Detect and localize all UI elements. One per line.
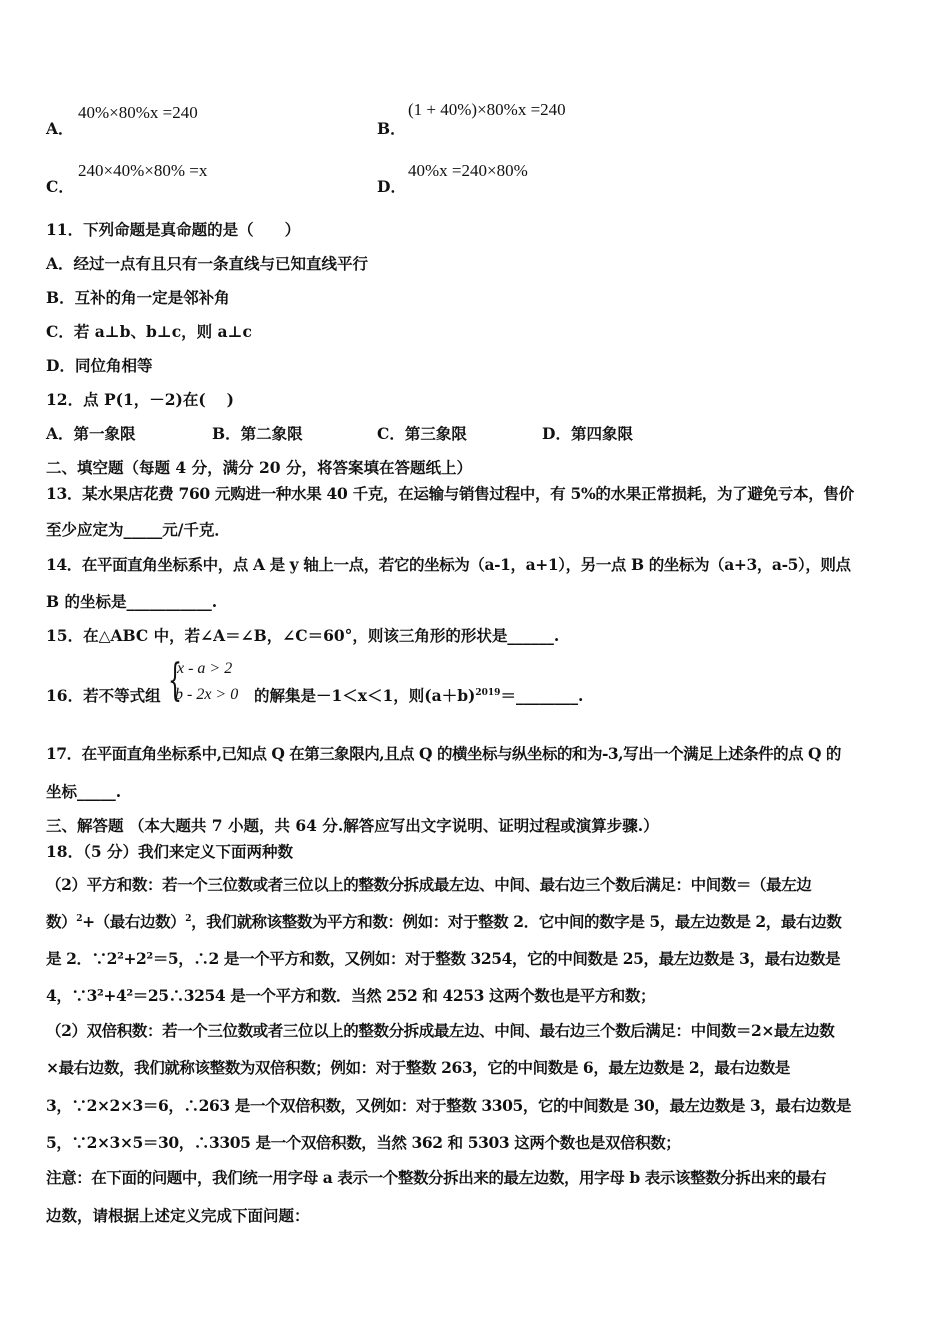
q10-option-d-expression: 40%x =240×80% bbox=[408, 161, 528, 180]
q16-answer-blank: ＝________. bbox=[500, 686, 584, 705]
q16-inequality-2: b - 2x > 0 bbox=[175, 686, 239, 703]
q11-option-a: A．经过一点有且只有一条直线与已知直线平行 bbox=[46, 254, 369, 273]
q18-text-part-b: +（最右边数） bbox=[82, 912, 186, 931]
q14-line-1: 14．在平面直角坐标系中，点 A 是 y 轴上一点，若它的坐标为（a-1，a+1），另一点 B 的坐标为（a+3，a-5），则点 bbox=[46, 555, 851, 574]
q10-option-d-label: D． bbox=[377, 177, 406, 196]
q15-text: 15．在△ABC 中，若∠A＝∠B，∠C＝60°，则该三角形的形状是______. bbox=[46, 626, 560, 645]
q17-line-1: 17．在平面直角坐标系中,已知点 Q 在第三象限内,且点 Q 的横坐标与纵坐标的和为-3,写出一个满足上述条件的点 Q 的 bbox=[46, 744, 841, 763]
q11-stem: 11．下列命题是真命题的是（ ） bbox=[46, 220, 301, 239]
q18-heading: 18．（5 分）我们来定义下面两种数 bbox=[46, 842, 294, 861]
q18-square-sum-line-1: （2）平方和数：若一个三位数或者三位以上的整数分拆成最左边、中间、最右边三个数后满足：中间数＝（最左边 bbox=[46, 875, 812, 894]
q10-option-b-expression: (1 + 40%)×80%x =240 bbox=[408, 100, 566, 119]
q18-square-sum-line-4: 4，∵3²+4²＝25∴3254 是一个平方和数．当然 252 和 4253 这两个数也是平方和数； bbox=[46, 986, 656, 1005]
q16-exponent: 2019 bbox=[475, 687, 501, 698]
q10-option-b-label: B． bbox=[377, 119, 406, 138]
q18-superscript-b: 2 bbox=[185, 913, 192, 924]
q12-option-b: B．第二象限 bbox=[212, 424, 303, 443]
q18-double-product-line-1: （2）双倍积数：若一个三位数或者三位以上的整数分拆成最左边、中间、最右边三个数后满足：中间数＝2×最左边数 bbox=[46, 1021, 835, 1040]
section-2-heading: 二、填空题（每题 4 分，满分 20 分，将答案填在答题纸上） bbox=[46, 458, 472, 477]
q16-suffix bbox=[254, 686, 583, 706]
q11-option-c: C．若 a⊥b、b⊥c，则 a⊥c bbox=[46, 322, 252, 341]
q11-option-b: B．互补的角一定是邻补角 bbox=[46, 288, 230, 307]
q18-double-product-line-2: ×最右边数，我们就称该整数为双倍积数；例如：对于整数 263，它的中间数是 6，最左边数是 2，最右边数是 bbox=[46, 1058, 790, 1077]
q17-line-2: 坐标_____. bbox=[46, 782, 122, 801]
q12-option-c: C．第三象限 bbox=[377, 424, 467, 443]
q13-line-1: 13．某水果店花费 760 元购进一种水果 40 千克，在运输与销售过程中，有 5%的水果正常损耗，为了避免亏本，售价 bbox=[46, 484, 854, 503]
section-3-heading: 三、解答题 （本大题共 7 小题，共 64 分.解答应写出文字说明、证明过程或演算步骤.） bbox=[46, 816, 659, 835]
q10-option-c-label: C． bbox=[46, 177, 74, 196]
left-brace-icon: { bbox=[168, 655, 182, 706]
q18-square-sum-line-3: 是 2．∵2²+2²＝5，∴2 是一个平方和数，又例如：对于整数 3254，它的中间数是 25，最左边数是 3，最右边数是 bbox=[46, 949, 841, 968]
q16-solution-text: 的解集是－1＜x＜1，则(a＋b) bbox=[254, 686, 476, 705]
q18-note-line-1: 注意：在下面的问题中，我们统一用字母 a 表示一个整数分拆出来的最左边数，用字母 b 表示该整数分拆出来的最右 bbox=[46, 1168, 826, 1187]
q11-option-d: D．同位角相等 bbox=[46, 356, 153, 375]
q18-note-line-2: 边数，请根据上述定义完成下面问题： bbox=[46, 1206, 310, 1225]
q16-inequality-1: x - a > 2 bbox=[177, 660, 233, 677]
q18-text-part-c: ，我们就称该整数为平方和数：例如：对于整数 2．它中间的数字是 5，最左边数是 2，最右边数 bbox=[191, 912, 842, 931]
q18-square-sum-line-2 bbox=[46, 912, 841, 932]
q13-line-2: 至少应定为_____元/千克． bbox=[46, 520, 230, 539]
q16-inequality-system bbox=[168, 656, 258, 708]
q18-superscript-a: 2 bbox=[76, 913, 83, 924]
q10-option-a-expression: 40%×80%x =240 bbox=[78, 103, 198, 122]
q12-option-d: D．第四象限 bbox=[542, 424, 633, 443]
q12-stem: 12．点 P(1，－2)在( ) bbox=[46, 390, 234, 409]
q10-option-a-label: A． bbox=[46, 119, 74, 138]
q18-double-product-line-4: 5，∵2×3×5＝30，∴3305 是一个双倍积数，当然 362 和 5303 这两个数也是双倍积数； bbox=[46, 1133, 681, 1152]
q14-line-2: B 的坐标是___________. bbox=[46, 592, 218, 611]
q10-option-c-expression: 240×40%×80% =x bbox=[78, 161, 208, 180]
q16-prefix: 16．若不等式组 bbox=[46, 686, 161, 705]
q12-option-a: A．第一象限 bbox=[46, 424, 136, 443]
q18-double-product-line-3: 3，∵2×2×3＝6，∴263 是一个双倍积数，又例如：对于整数 3305，它的中间数是 30，最左边数是 3，最右边数是 bbox=[46, 1096, 851, 1115]
q18-text-part-a: 数） bbox=[46, 912, 77, 931]
